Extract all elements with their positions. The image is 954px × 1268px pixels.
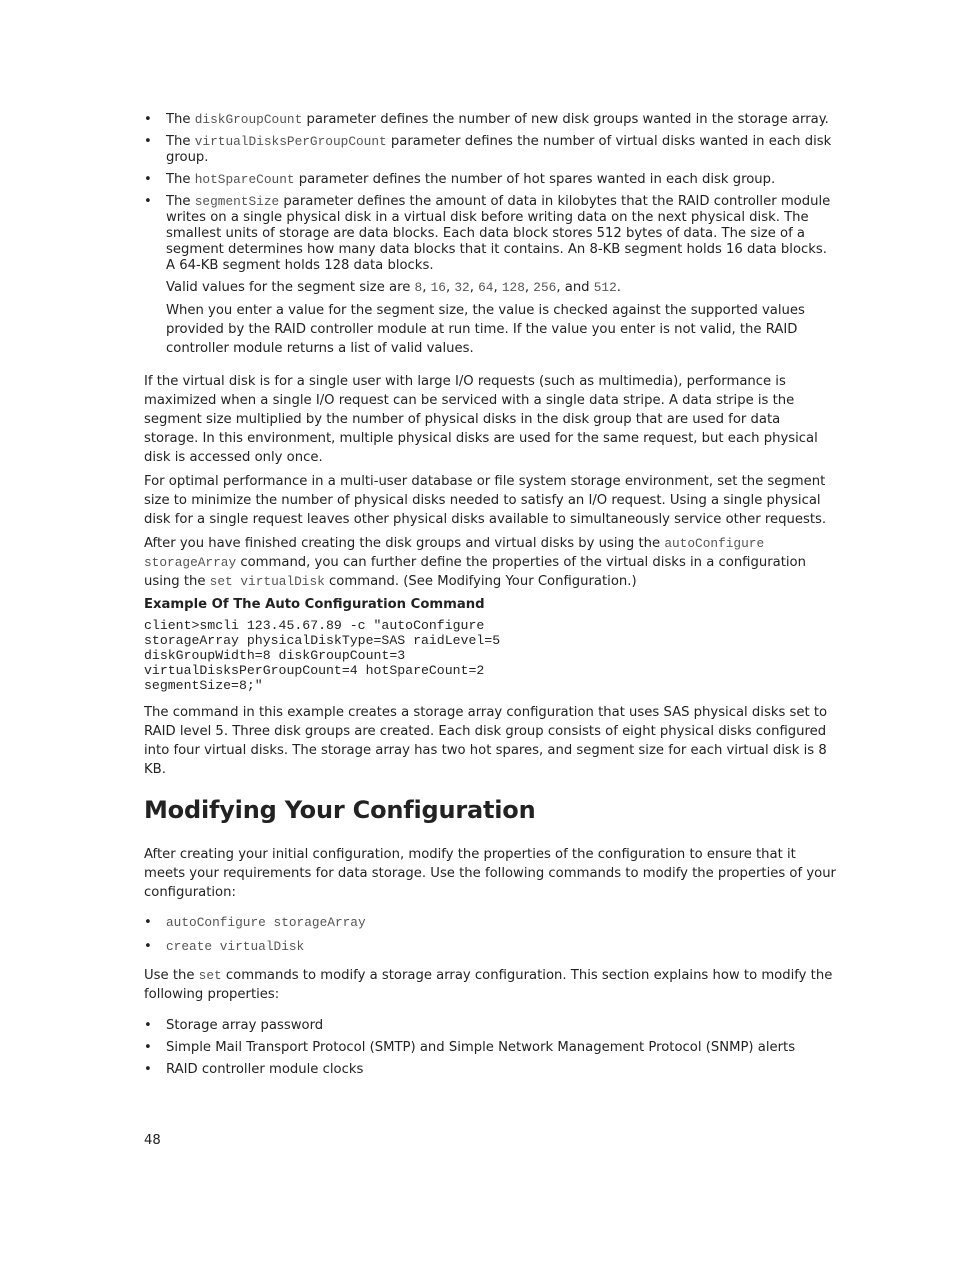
list-item: • Simple Mail Transport Protocol (SMTP) and Simple Network Management Protocol (SNMP) alerts [144, 1040, 838, 1056]
text: parameter defines the number of new disk groups wanted in the storage array. [302, 112, 829, 127]
paragraph: For optimal performance in a multi-user database or file system storage environment, set the segment size to minimize the number of physical disks needed to satisfy an I/O request. Using a single physical disk for a single request leaves other physical disks available to simultaneously service other requests. [144, 474, 827, 527]
paragraph: If the virtual disk is for a single user with large I/O requests (such as multimedia), performance is maximized when a single I/O request can be serviced with a single data stripe. A data stripe is the segment size multiplied by the number of physical disks in the disk group that are used for data storage. In this environment, multiple physical disks are used for the same request, but each physical disk is accessed only once. [144, 374, 818, 465]
inline-code: 512 [593, 280, 617, 295]
text: The [166, 172, 195, 187]
inline-code: segmentSize [194, 194, 280, 209]
inline-code: autoConfigure storageArray [144, 536, 765, 570]
inline-code: 16 [430, 280, 446, 295]
text: parameter defines the number of hot spares wanted in each disk group. [294, 172, 776, 187]
parameter-list [144, 112, 838, 274]
property-list [144, 1018, 838, 1078]
paragraph: The command in this example creates a storage array configuration that uses SAS physical disks set to RAID level 5. Three disk groups are created. Each disk group consists of eight physical disks configured into four virtual disks. The storage array has two hot spares, and segment size for each virtual disk is 8 KB. [144, 705, 828, 777]
inline-code: autoConfigure storageArray [166, 915, 366, 930]
list-item [144, 172, 838, 188]
text: Use the [144, 968, 199, 983]
example-heading: Example Of The Auto Configuration Command [144, 597, 485, 612]
list-item [144, 134, 838, 166]
text: After you have finished creating the disk groups and virtual disks by using the [144, 536, 665, 551]
text: The [166, 134, 195, 149]
text: parameter defines the number of virtual disks wanted in each disk group. [166, 134, 832, 165]
segment-note: When you enter a value for the segment size, the value is checked against the supported values provided by the RAID controller module at run time. If the value you enter is not valid, the RAID controller module returns a list of valid values. [166, 303, 805, 356]
inline-code: 32 [454, 280, 470, 295]
list-item [144, 915, 838, 931]
text: command, you can further define the properties of the virtual disks in a configuration using the [144, 555, 806, 589]
page-content [144, 112, 838, 1084]
list-item [144, 939, 838, 955]
list-item: • RAID controller module clocks [144, 1062, 838, 1078]
text: The [166, 194, 195, 209]
section-title: Modifying Your Configuration [144, 796, 536, 824]
code-block: client>smcli 123.45.67.89 -c "autoConfigure storageArray physicalDiskType=SAS raidLevel=5 diskGroupWidth=8 diskGroupCount=3 virtualDisksPerGroupCount=4 hotSpareCount=2 segmentSize=8;" [144, 618, 501, 693]
paragraph [144, 966, 838, 1004]
text: and [564, 280, 590, 295]
paragraph [144, 534, 838, 591]
inline-code: hotSpareCount [194, 172, 295, 187]
text: command. (See Modifying Your Configuration.) [324, 574, 637, 589]
inline-code: create virtualDisk [166, 939, 305, 954]
text: The [166, 112, 195, 127]
page-number: 48 [144, 1133, 161, 1148]
valid-values-text: Valid values for the segment size are 8, 16, 32, 64, 128, 256, and 512. [166, 280, 621, 295]
command-list [144, 915, 838, 955]
inline-code: diskGroupCount [194, 112, 303, 127]
inline-code: set virtualDisk [209, 574, 325, 589]
inline-code: 8 [414, 280, 423, 295]
list-item: • Storage array password [144, 1018, 838, 1034]
paragraph: After creating your initial configuration, modify the properties of the configuration to ensure that it meets your requirements for data storage. Use the following commands to modify the properties of your configuration: [144, 847, 836, 900]
text: Valid values for the segment size are [166, 280, 415, 295]
inline-code: 64 [478, 280, 494, 295]
inline-code: 256 [533, 280, 557, 295]
inline-code: set [198, 968, 222, 983]
list-item [144, 194, 838, 274]
text: . [616, 280, 621, 295]
text: commands to modify a storage array configuration. This section explains how to modify the following properties: [144, 968, 833, 1002]
list-item [144, 112, 838, 128]
inline-code: 128 [501, 280, 525, 295]
inline-code: virtualDisksPerGroupCount [194, 134, 387, 149]
text: parameter defines the amount of data in kilobytes that the RAID controller module writes on a single physical disk in a virtual disk before writing data on the next physical disk. The smallest units of storage are data blocks. Each data block stores 512 bytes of data. The size of a segment determines how many data blocks that it contains. An 8-KB segment holds 16 data blocks. A 64-KB segment holds 128 data blocks. [166, 194, 831, 273]
